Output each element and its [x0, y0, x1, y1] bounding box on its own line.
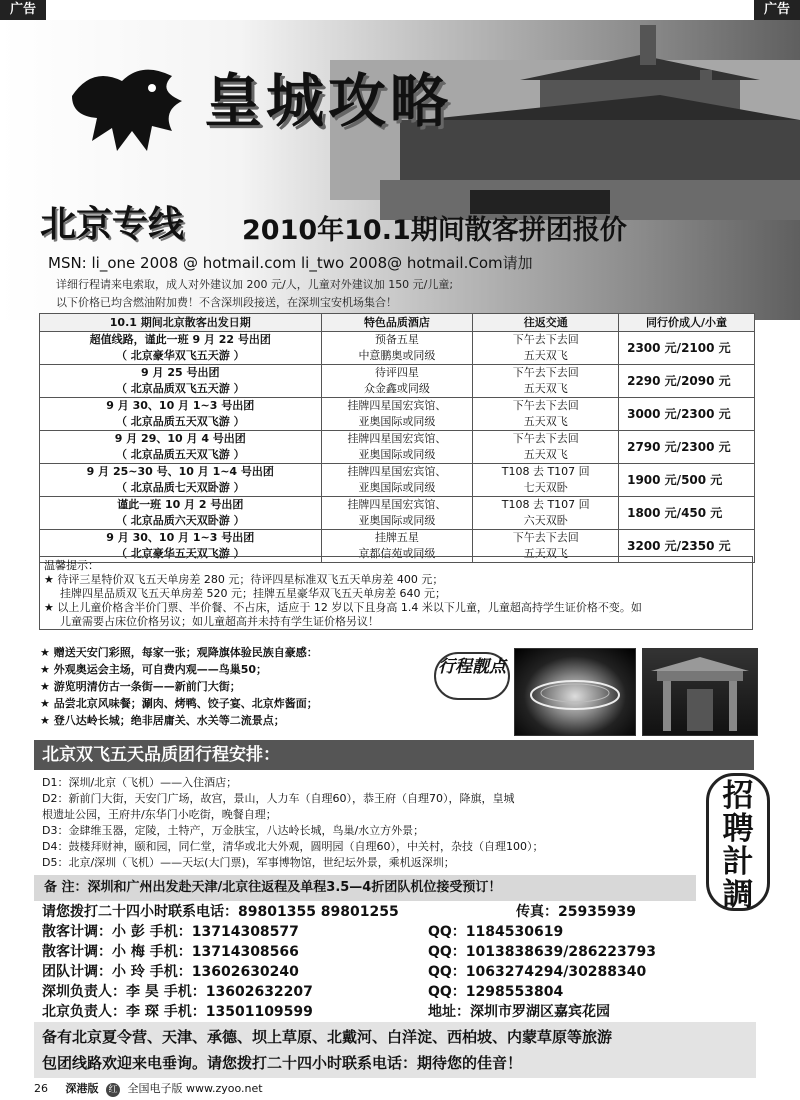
table-cell: 五天双飞	[473, 447, 619, 464]
qilin-logo	[62, 56, 202, 156]
table-cell: 挂牌四星国宏宾馆、	[321, 398, 473, 415]
table-cell: 9 月 30、10 月 1~3 号出团	[40, 530, 322, 547]
itinerary-item: D2：新前门大街，天安门广场，故宫，景山，人力车（自理60），恭王府（自理70），降旗，皇城	[42, 792, 515, 805]
table-cell: 下午去下去回	[473, 398, 619, 415]
remark-bar: 备 注：深圳和广州出发赴天津/北京往返程及单程3.5—4折团队机位接受预订！	[34, 875, 696, 901]
table-cell: T108 去 T107 回	[473, 497, 619, 514]
table-cell: 亚奥国际或同级	[321, 447, 473, 464]
tips-line: 挂牌四星品质双飞五天单房差 520 元；挂牌五星豪华双飞五天单房差 640 元；	[60, 587, 446, 600]
table-cell: （ 北京品质五天双飞游 ）	[40, 414, 322, 431]
table-cell: 亚奥国际或同级	[321, 513, 473, 530]
table-cell: 下午去下去回	[473, 530, 619, 547]
price-table	[39, 313, 755, 563]
subtitle-left: 北京专线	[40, 204, 185, 245]
birds-nest-graphic	[515, 649, 635, 735]
table-cell: 五天双飞	[473, 348, 619, 365]
table-cell: 亚奥国际或同级	[321, 480, 473, 497]
table-cell: 下午去下去回	[473, 332, 619, 349]
table-cell: 3000 元/2300 元	[619, 398, 755, 431]
table-cell: 五天双飞	[473, 546, 619, 563]
tips-box	[39, 556, 753, 630]
tips-line: ★ 以上儿童价格含半价门票、半价餐、不占床，适应于 12 岁以下且身高 1.4 米以下儿童，儿童超高持学生证价格不变。如	[44, 601, 642, 614]
highlight-item: ★ 外观奥运会主场，可自费内观——鸟巢50；	[40, 663, 267, 676]
table-cell: （ 北京品质六天双卧游 ）	[40, 513, 322, 530]
table-cell: 挂牌四星国宏宾馆、	[321, 431, 473, 448]
contact-left: 北京负责人：李 琛 手机：13501109599	[42, 1004, 313, 1020]
itinerary-item: D4：鼓楼拜财神，颐和园，同仁堂，清华或北大外观，圆明园（自理60），中关村，杂技（自理100）；	[42, 840, 544, 853]
table-cell: 2790 元/2300 元	[619, 431, 755, 464]
ad-tag-right: 广告	[754, 0, 800, 20]
table-cell: 3200 元/2350 元	[619, 530, 755, 563]
table-cell: T108 去 T107 回	[473, 464, 619, 481]
table-cell: 亚奥国际或同级	[321, 414, 473, 431]
col-header: 同行价成人/小童	[619, 314, 755, 332]
contact-left: 深圳负责人：李 昊 手机：13602632207	[42, 984, 313, 1000]
table-row	[40, 431, 755, 448]
table-cell: 谨此一班 10 月 2 号出团	[40, 497, 322, 514]
table-row	[40, 530, 755, 547]
contact-right: QQ：1013838639/286223793	[428, 944, 656, 960]
hiring-text: 招聘計調	[722, 778, 754, 913]
table-cell: 9 月 29、10 月 4 号出团	[40, 431, 322, 448]
site-label: 全国电子版 www.zyoo.net	[127, 1082, 263, 1095]
table-cell: 9 月 25 号出团	[40, 365, 322, 382]
contact-right: QQ：1184530619	[428, 924, 564, 940]
contact-right: 地址：深圳市罗湖区嘉宾花园	[428, 1004, 610, 1020]
table-row	[40, 332, 755, 349]
table-cell: 下午去下去回	[473, 431, 619, 448]
highlight-item: ★ 游览明清仿古一条街——新前门大街；	[40, 680, 241, 693]
tips-heading: 温馨提示：	[44, 559, 99, 572]
table-cell: 挂牌四星国宏宾馆、	[321, 497, 473, 514]
table-cell: 预备五星	[321, 332, 473, 349]
tips-line: 儿童需要占床位价格另议；如儿童超高并未持有学生证价格另议！	[60, 615, 379, 628]
highlights-badge: 行程靓点	[434, 652, 510, 700]
itinerary-title: 北京双飞五天品质团行程安排：	[34, 740, 754, 770]
itinerary-item: D1：深圳/北京（飞机）——入住酒店；	[42, 776, 238, 789]
subtitle-right: 2010年10.1期间散客拼团报价	[242, 215, 627, 246]
table-cell: 超值线路，谨此一班 9 月 22 号出团	[40, 332, 322, 349]
table-cell: （ 北京豪华双飞五天游 ）	[40, 348, 322, 365]
table-cell: 五天双飞	[473, 381, 619, 398]
contact-left: 散客计调：小 彭 手机：13714308577	[42, 924, 299, 940]
msn-line: MSN: li_one 2008 @ hotmail.com li_two 2008@ hotmail.Com请加	[48, 254, 533, 272]
contact-right: QQ：1063274294/30288340	[428, 964, 647, 980]
table-row	[40, 365, 755, 382]
table-cell: 2300 元/2100 元	[619, 332, 755, 365]
itinerary-item: D5：北京/深圳（飞机）——天坛(大门票)，军事博物馆，世纪坛外景，乘机返深圳；	[42, 856, 455, 869]
table-cell: 1800 元/450 元	[619, 497, 755, 530]
table-row	[40, 464, 755, 481]
footer-line-2: 包团线路欢迎来电垂询。请您拨打二十四小时联系电话：期待您的佳音！	[42, 1054, 523, 1072]
table-cell: 下午去下去回	[473, 365, 619, 382]
note-line-2: 以下价格已均含燃油附加费！不含深圳段接送，在深圳宝安机场集合！	[56, 296, 397, 309]
birds-nest-photo	[514, 648, 636, 736]
table-cell: 9 月 25~30 号、10 月 1~4 号出团	[40, 464, 322, 481]
contact-left: 请您拨打二十四小时联系电话：89801355 89801255	[42, 904, 399, 920]
page-number: 26	[34, 1082, 48, 1095]
table-header-row	[40, 314, 755, 332]
table-cell: 京都信苑或同级	[321, 546, 473, 563]
page-title: 皇城攻略	[204, 67, 453, 135]
street-gate-photo	[642, 648, 758, 736]
hiring-badge	[706, 773, 770, 911]
table-cell: 中意鹏奥或同级	[321, 348, 473, 365]
col-header: 往返交通	[473, 314, 619, 332]
itinerary-item: 根遗址公园，王府井/东华门小吃街，晚餐自理；	[42, 808, 277, 821]
itinerary-item: D3：金肆维玉器，定陵，土特产，万金肤宝，八达岭长城，鸟巢/水立方外景；	[42, 824, 425, 837]
gate-graphic	[643, 649, 757, 735]
highlight-item: ★ 登八达岭长城；绝非居庸关、水关等二流景点；	[40, 714, 285, 727]
col-header: 特色品质酒店	[321, 314, 473, 332]
table-cell: 待评四星	[321, 365, 473, 382]
table-cell: 1900 元/500 元	[619, 464, 755, 497]
highlight-item: ★ 品尝北京风味餐；涮肉、烤鸭、饺子宴、北京炸酱面；	[40, 697, 318, 710]
table-cell: （ 北京品质七天双卧游 ）	[40, 480, 322, 497]
ad-tag-left: 广告	[0, 0, 46, 20]
table-cell: 9 月 30、10 月 1~3 号出团	[40, 398, 322, 415]
edition-mark: 红	[106, 1083, 120, 1097]
col-header: 10.1 期间北京散客出发日期	[40, 314, 322, 332]
table-cell: 挂牌四星国宏宾馆、	[321, 464, 473, 481]
page-footer	[34, 1080, 263, 1097]
table-cell: （ 北京品质双飞五天游 ）	[40, 381, 322, 398]
contact-right: 传真：25935939	[516, 904, 636, 920]
highlight-item: ★ 赠送天安门彩照，每家一张；观降旗体验民族自豪感：	[40, 646, 318, 659]
contact-left: 团队计调：小 玲 手机：13602630240	[42, 964, 299, 980]
contact-left: 散客计调：小 梅 手机：13714308566	[42, 944, 299, 960]
footer-band	[34, 1022, 756, 1078]
table-cell: （ 北京品质五天双飞游 ）	[40, 447, 322, 464]
note-line-1: 详细行程请来电索取，成人对外建议加 200 元/人，儿童对外建议加 150 元/儿童;	[56, 278, 454, 291]
footer-line-1: 备有北京夏令营、天津、承德、坝上草原、北戴河、白洋淀、西柏坡、内蒙草原等旅游	[42, 1028, 613, 1046]
edition-label: 深港版	[65, 1082, 99, 1095]
table-cell: 七天双卧	[473, 480, 619, 497]
tips-line: ★ 待评三星特价双飞五天单房差 280 元；待评四星标准双飞五天单房差 400 元；	[44, 573, 444, 586]
table-cell: 挂牌五星	[321, 530, 473, 547]
table-row	[40, 497, 755, 514]
contact-right: QQ：1298553804	[428, 984, 564, 1000]
table-cell: 六天双卧	[473, 513, 619, 530]
table-cell: 2290 元/2090 元	[619, 365, 755, 398]
table-cell: （ 北京豪华五天双飞游 ）	[40, 546, 322, 563]
table-cell: 众金鑫或同级	[321, 381, 473, 398]
table-row	[40, 398, 755, 415]
table-cell: 五天双飞	[473, 414, 619, 431]
